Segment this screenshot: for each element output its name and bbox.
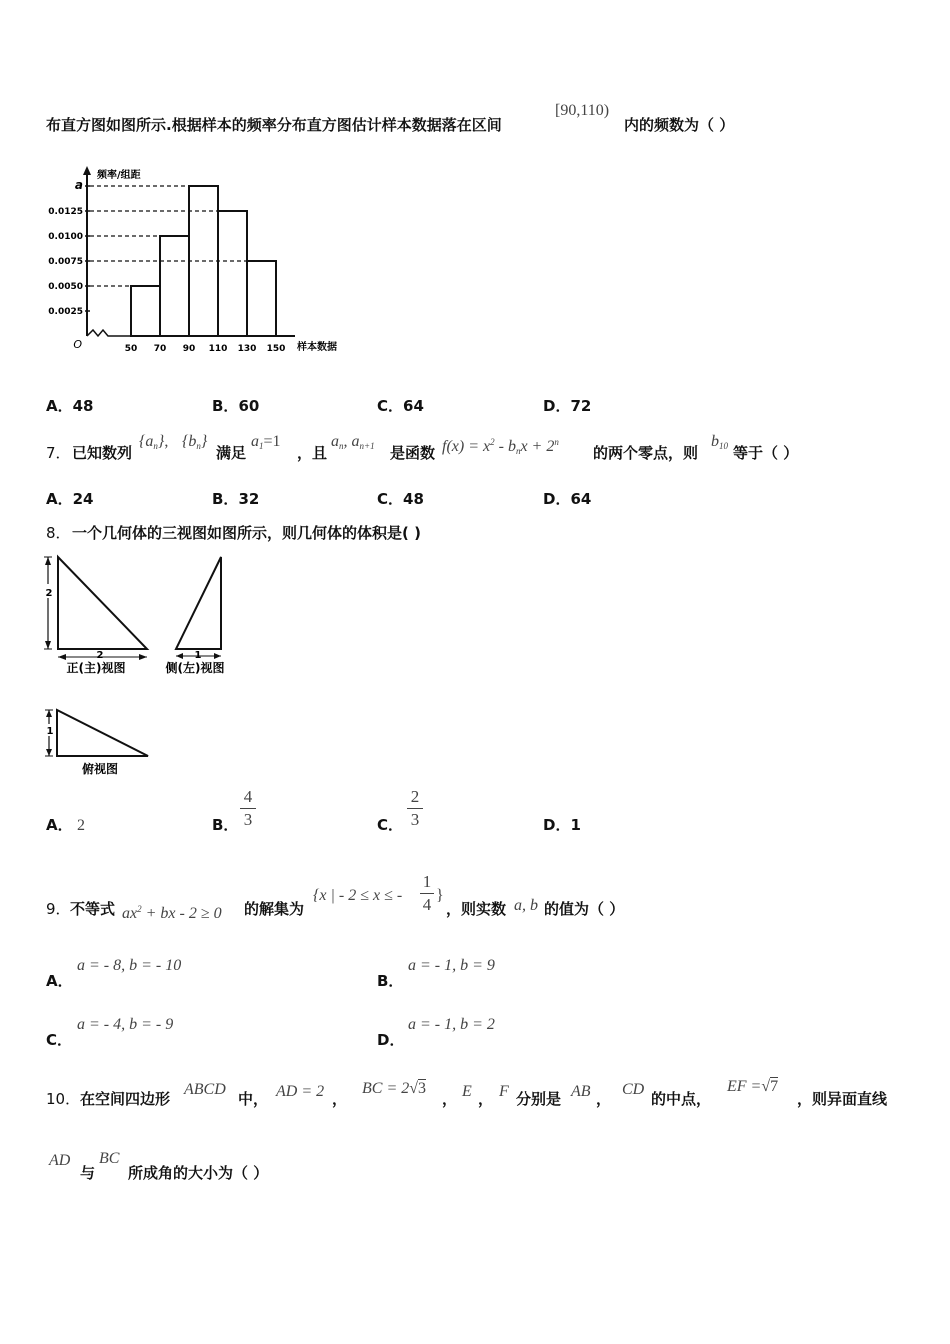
- q8-option-c-fraction: 2 3: [406, 788, 424, 829]
- histogram-chart: [45, 160, 355, 360]
- y-tick-label: 0.0050: [48, 282, 83, 292]
- q9-set-left: {x | - 2 ≤ x ≤ -: [313, 887, 403, 904]
- x-tick-label: 110: [208, 344, 228, 354]
- q7-option-c[interactable]: C．48: [377, 490, 424, 508]
- q6-option-b[interactable]: B．60: [212, 397, 260, 415]
- q9-text4: 的值为（ ）: [544, 900, 625, 918]
- q10-comma4: ，: [596, 1090, 612, 1108]
- top-view-triangle: [57, 710, 148, 756]
- x-tick-label: 150: [266, 344, 286, 354]
- q10-number: 10．: [46, 1090, 81, 1108]
- histogram-bar: [131, 286, 160, 336]
- q10-ad: AD = 2: [276, 1083, 325, 1100]
- q10-line2-text1: 与: [80, 1164, 96, 1182]
- q10-line2-text2: 所成角的大小为（ ）: [128, 1164, 269, 1182]
- y-tick-label: 0.0075: [48, 257, 83, 267]
- q10-line2-bc: BC: [99, 1150, 120, 1167]
- q6-stem-prefix: 布直方图如图所示.根据样本的频率分布直方图估计样本数据落在区间: [46, 116, 502, 134]
- y-tick-label: 0.0100: [48, 232, 83, 242]
- q8-option-d[interactable]: D．1: [543, 816, 581, 834]
- q9-number: 9．: [46, 900, 71, 918]
- q9-option-a-letter[interactable]: A．: [46, 972, 73, 990]
- q8-stem: 一个几何体的三视图如图所示，则几何体的体积是( ): [72, 524, 421, 542]
- q6-interval: [90,110): [555, 102, 610, 119]
- q10-comma3: ，: [478, 1090, 494, 1108]
- q8-number: 8．: [46, 524, 71, 542]
- q7-option-a[interactable]: A．24: [46, 490, 94, 508]
- q9-text2: 的解集为: [244, 900, 305, 918]
- x-tick-label: 50: [124, 344, 138, 354]
- three-view-figure: [40, 550, 240, 780]
- q6-stem-suffix: 内的频数为（ ）: [624, 116, 735, 134]
- q9-option-c-value: a = - 4, b = - 9: [77, 1016, 174, 1033]
- q8-option-b-fraction: 4 3: [239, 788, 257, 829]
- q10-text4: 的中点，: [651, 1090, 712, 1108]
- side-view-triangle: [176, 557, 221, 649]
- q7-number: 7．: [46, 444, 71, 462]
- q10-text3: 分别是: [516, 1090, 562, 1108]
- q9-inequality: $ax^2$ + bx - 2 ≥ 0: [122, 904, 222, 922]
- q9-set-fraction: 1 4: [419, 873, 435, 914]
- top-height-label: 1: [46, 726, 54, 737]
- front-height-label: 2: [45, 588, 53, 599]
- y-tick-label: 0.0125: [48, 207, 83, 217]
- q10-ab: AB: [571, 1083, 591, 1100]
- q10-text1: 在空间四边形: [80, 1090, 171, 1108]
- y-axis-label: 频率/组距: [97, 170, 141, 181]
- front-view-triangle: [58, 557, 147, 649]
- q9-option-b-value: a = - 1, b = 9: [408, 957, 495, 974]
- y-tick-label: 0.0025: [48, 307, 83, 317]
- x-axis-label: 样本数据: [297, 342, 337, 353]
- q7-text3: ，且: [297, 444, 328, 462]
- q7-text2: 满足: [216, 444, 247, 462]
- q10-text5: ，则异面直线: [797, 1090, 888, 1108]
- q7-text4: 是函数: [390, 444, 436, 462]
- q6-option-a[interactable]: A．48: [46, 397, 94, 415]
- q10-f: F: [499, 1083, 509, 1100]
- q7-seq-a: $\{a_n\}$,: [139, 433, 169, 451]
- q7-target: $b_{10}$: [711, 433, 728, 451]
- front-width-label: 2: [96, 650, 104, 661]
- q9-option-a-value: a = - 8, b = - 10: [77, 957, 182, 974]
- front-view-label: 正(主)视图: [66, 661, 126, 675]
- q9-option-d-letter[interactable]: D．: [377, 1031, 405, 1049]
- q10-comma1: ，: [332, 1090, 348, 1108]
- q6-option-d[interactable]: D．72: [543, 397, 592, 415]
- q9-option-b-letter[interactable]: B．: [377, 972, 404, 990]
- q10-line2-ad: AD: [49, 1152, 71, 1169]
- y-axis-arrow: [83, 166, 91, 175]
- q9-set-right: }: [436, 887, 444, 904]
- origin-label: O: [73, 338, 82, 351]
- q10-quad: ABCD: [184, 1081, 226, 1098]
- q7-text1: 已知数列: [72, 444, 133, 462]
- side-view-label: 侧(左)视图: [165, 661, 225, 675]
- q6-option-c[interactable]: C．64: [377, 397, 424, 415]
- q7-condition: $a_1=1$: [251, 433, 281, 451]
- q7-seq-b: $\{b_n\}$: [182, 433, 208, 451]
- histogram-bar: [247, 261, 276, 336]
- q9-vars: a, b: [514, 897, 538, 914]
- q8-option-a-letter[interactable]: A．: [46, 816, 73, 834]
- q8-option-c-letter[interactable]: C．: [377, 816, 404, 834]
- q10-text2: 中，: [238, 1090, 269, 1108]
- q7-function: $f(x) = x^2 - b_nx + 2^n$: [442, 437, 559, 456]
- q9-text3: ，则实数: [446, 900, 507, 918]
- axis-break: [87, 330, 131, 336]
- q7-option-d[interactable]: D．64: [543, 490, 592, 508]
- x-tick-label: 130: [237, 344, 257, 354]
- q9-option-d-value: a = - 1, b = 2: [408, 1016, 495, 1033]
- q9-option-c-letter[interactable]: C．: [46, 1031, 73, 1049]
- q10-e: E: [462, 1083, 472, 1100]
- q8-option-b-letter[interactable]: B．: [212, 816, 239, 834]
- histogram-bar: [160, 236, 189, 336]
- q7-text6: 等于（ ）: [733, 444, 799, 462]
- q8-option-a-value: 2: [77, 817, 85, 834]
- x-tick-label: 90: [182, 344, 196, 354]
- histogram-bar: [218, 211, 247, 336]
- q9-text1: 不等式: [70, 900, 116, 918]
- q7-text5: 的两个零点，则: [593, 444, 699, 462]
- x-tick-label: 70: [153, 344, 167, 354]
- top-view-label: 俯视图: [81, 762, 119, 776]
- q7-option-b[interactable]: B．32: [212, 490, 260, 508]
- q10-comma2: ，: [442, 1090, 458, 1108]
- q7-pair: $a_n$, $a_{n+1}$: [331, 433, 375, 451]
- q10-bc: BC = 2√3: [362, 1080, 427, 1097]
- q10-ef: EF =√7: [727, 1078, 779, 1095]
- side-width-label: 1: [194, 650, 202, 661]
- y-tick-label: a: [74, 178, 83, 192]
- q10-cd: CD: [622, 1081, 645, 1098]
